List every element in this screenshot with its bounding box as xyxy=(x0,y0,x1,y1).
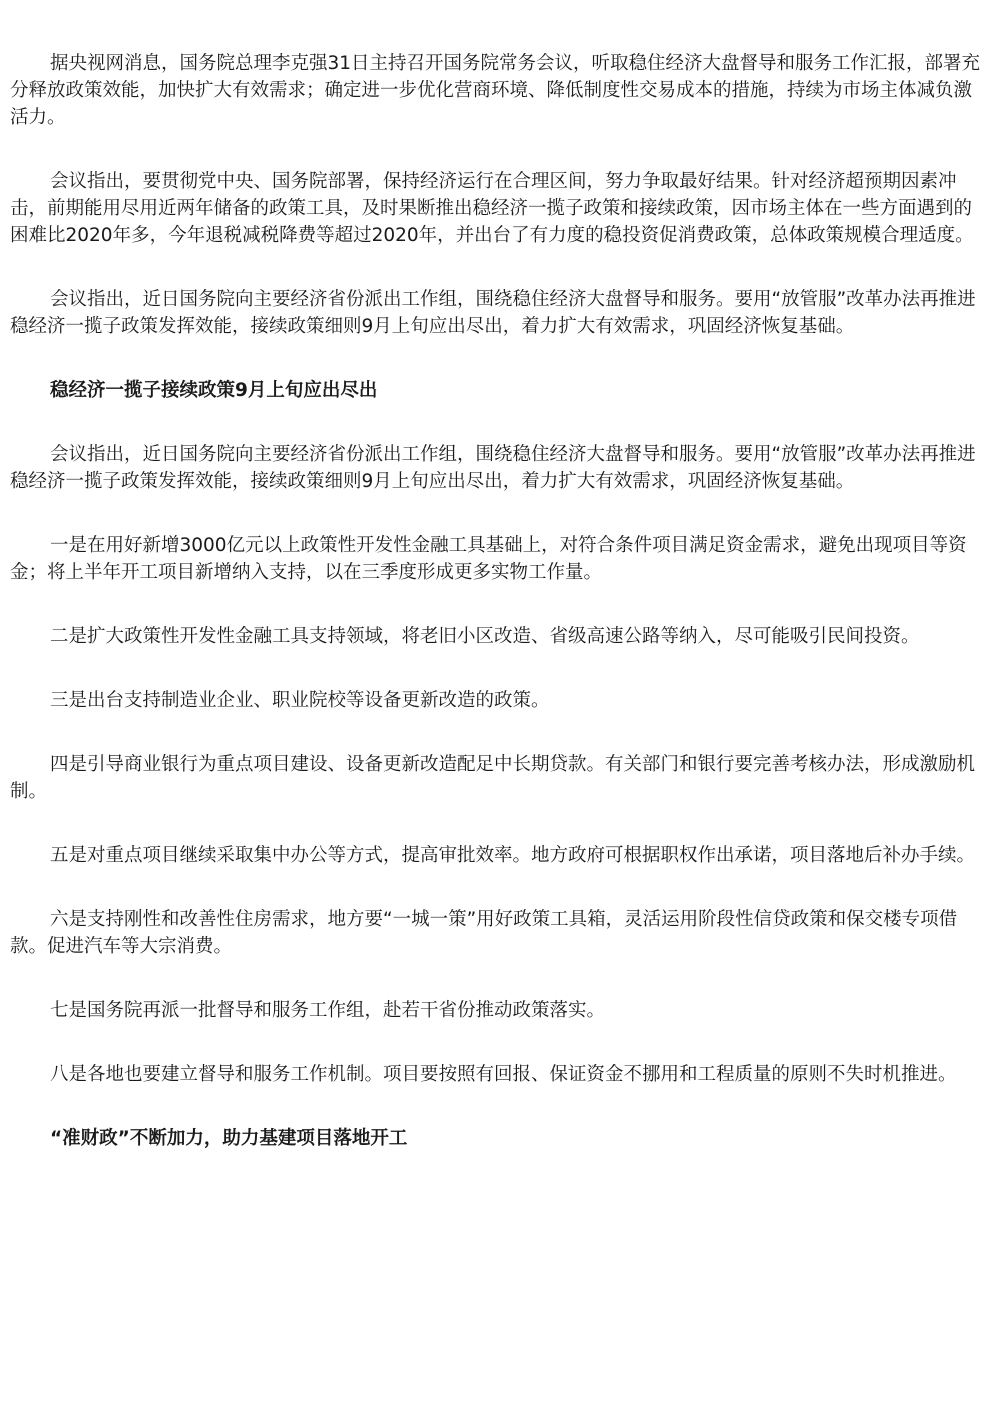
paragraph-item-6: 六是支持刚性和改善性住房需求，地方要“一城一策”用好政策工具箱，灵活运用阶段性信贷政策和保交楼专项借款。促进汽车等大宗消费。 xyxy=(10,909,958,957)
paragraph-gap xyxy=(10,650,982,687)
article-body xyxy=(10,50,982,1152)
paragraph-gap xyxy=(10,1024,982,1061)
section-heading-quasi-fiscal: “准财政”不断加力，助力基建项目落地开工 xyxy=(50,1128,408,1149)
paragraph-meeting-point-1: 会议指出，要贯彻党中央、国务院部署，保持经济运行在合理区间，努力争取最好结果。针对经济超预期因素冲击，前期能用尽用近两年储备的政策工具，及时果断推出稳经济一揽子政策和接续政策，因市场主体在一些方面遇到的困难比2020年多，今年退税减税降费等超过2020年，并出台了有力度的稳投资促消费政策，总体政策规模合理适度。 xyxy=(10,171,974,246)
section-heading-policy: 稳经济一揽子接续政策9月上旬应出尽出 xyxy=(50,380,378,401)
paragraph-gap xyxy=(10,869,982,906)
paragraph-gap xyxy=(10,714,982,751)
paragraph-intro: 据央视网消息，国务院总理李克强31日主持召开国务院常务会议，听取稳住经济大盘督导和服务工作汇报，部署充分释放政策效能，加快扩大有效需求；确定进一步优化营商环境、降低制度性交易成本的措施，持续为市场主体减负激活力。 xyxy=(10,53,981,128)
paragraph-gap xyxy=(10,805,982,842)
paragraph-gap xyxy=(10,131,982,168)
paragraph-item-4: 四是引导商业银行为重点项目建设、设备更新改造配足中长期贷款。有关部门和银行要完善考核办法，形成激励机制。 xyxy=(10,754,976,802)
paragraph-gap xyxy=(10,249,982,286)
paragraph-meeting-point-2: 会议指出，近日国务院向主要经济省份派出工作组，围绕稳住经济大盘督导和服务。要用“放管服”改革办法再推进稳经济一揽子政策发挥效能，接续政策细则9月上旬应出尽出，着力扩大有效需求，巩固经济恢复基础。 xyxy=(10,289,976,337)
paragraph-meeting-point-3: 会议指出，近日国务院向主要经济省份派出工作组，围绕稳住经济大盘督导和服务。要用“放管服”改革办法再推进稳经济一揽子政策发挥效能，接续政策细则9月上旬应出尽出，着力扩大有效需求，巩固经济恢复基础。 xyxy=(10,444,976,492)
paragraph-gap xyxy=(10,495,982,532)
paragraph-item-3: 三是出台支持制造业企业、职业院校等设备更新改造的政策。 xyxy=(50,690,550,711)
paragraph-item-7: 七是国务院再派一批督导和服务工作组，赴若干省份推动政策落实。 xyxy=(50,1000,606,1021)
paragraph-gap xyxy=(10,960,982,997)
paragraph-gap xyxy=(10,404,982,441)
paragraph-gap xyxy=(10,340,982,377)
paragraph-item-8: 八是各地也要建立督导和服务工作机制。项目要按照有回报、保证资金不挪用和工程质量的原则不失时机推进。 xyxy=(50,1064,957,1085)
paragraph-gap xyxy=(10,586,982,623)
paragraph-item-1: 一是在用好新增3000亿元以上政策性开发性金融工具基础上，对符合条件项目满足资金需求，避免出现项目等资金；将上半年开工项目新增纳入支持，以在三季度形成更多实物工作量。 xyxy=(10,535,967,583)
paragraph-item-5: 五是对重点项目继续采取集中办公等方式，提高审批效率。地方政府可根据职权作出承诺，项目落地后补办手续。 xyxy=(50,845,976,866)
paragraph-gap xyxy=(10,1088,982,1125)
paragraph-item-2: 二是扩大政策性开发性金融工具支持领域，将老旧小区改造、省级高速公路等纳入，尽可能吸引民间投资。 xyxy=(50,626,920,647)
